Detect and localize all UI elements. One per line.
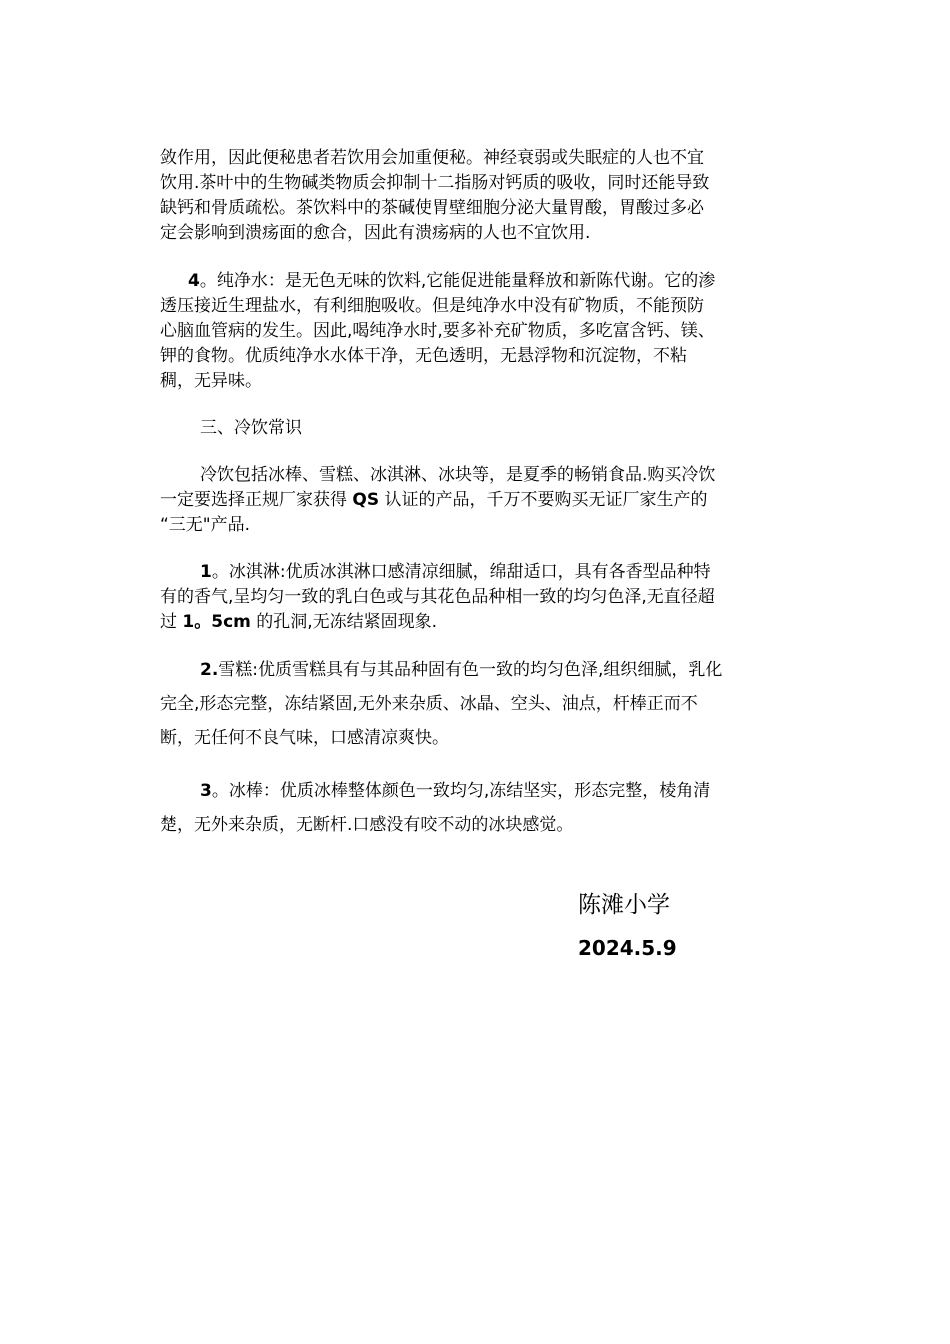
heading-cold-drinks: 三、冷饮常识 bbox=[200, 418, 302, 438]
text-line bbox=[160, 653, 800, 687]
text-line: 有的香气,呈均匀一致的乳白色或与其花色品种相一致的均匀色泽,无直径超 bbox=[160, 587, 715, 607]
text-line: 定会影响到溃疡面的愈合，因此有溃疡病的人也不宜饮用. bbox=[160, 223, 591, 243]
qs-mark: QS bbox=[352, 490, 380, 510]
text-segment: 认证的产品，千万不要购买无证厂家生产的 bbox=[379, 490, 708, 510]
text-line: 楚，无外来杂质，无断杆.口感没有咬不动的冰块感觉。 bbox=[160, 815, 574, 835]
paragraph-cold-drinks-intro bbox=[160, 463, 800, 538]
item-text: 雪糕:优质雪糕具有与其品种固有色一致的均匀色泽,组织细腻，乳化 bbox=[218, 660, 723, 680]
text-line bbox=[160, 488, 800, 513]
paragraph-tea-side-effects bbox=[160, 146, 800, 246]
text-segment: 的孔洞,无冻结紧固现象. bbox=[250, 612, 438, 632]
text-line: 透压接近生理盐水，有利细胞吸收。但是纯净水中没有矿物质，不能预防 bbox=[160, 296, 704, 316]
item-text: 。冰棒：优质冰棒整体颜色一致均匀,冻结坚实，形态完整，棱角清 bbox=[211, 781, 711, 801]
text-line bbox=[160, 560, 800, 585]
text-segment: 一定要选择正规厂家获得 bbox=[160, 490, 353, 510]
text-line bbox=[160, 269, 800, 294]
item-number: 4 bbox=[188, 271, 200, 291]
text-line: 钾的食物。优质纯净水水体干净，无色透明，无悬浮物和沉淀物，不粘 bbox=[160, 346, 687, 366]
signature-date: 2024.5.9 bbox=[578, 936, 677, 960]
text-line: “三无"产品. bbox=[160, 515, 251, 535]
item-text: 。冰淇淋:优质冰淇淋口感清凉细腻，绵甜适口，具有各香型品种特 bbox=[211, 562, 711, 582]
text-line: 断，无任何不良气味，口感清凉爽快。 bbox=[160, 728, 449, 748]
text-line: 冷饮包括冰棒、雪糕、冰淇淋、冰块等，是夏季的畅销食品.购买冷饮 bbox=[200, 465, 716, 485]
text-line: 稠，无异味。 bbox=[160, 371, 262, 391]
signature-school-name: 陈滩小学 bbox=[578, 892, 670, 918]
item-number: 2. bbox=[200, 660, 219, 680]
paragraph-ice-cream-bar bbox=[160, 653, 800, 755]
hole-size: 1。5cm bbox=[182, 612, 251, 632]
text-line: 敛作用，因此便秘患者若饮用会加重便秘。神经衰弱或失眠症的人也不宜 bbox=[160, 148, 704, 168]
text-line: 缺钙和骨质疏松。茶饮料中的茶碱使胃壁细胞分泌大量胃酸，胃酸过多必 bbox=[160, 198, 704, 218]
section-heading bbox=[160, 416, 800, 441]
paragraph-ice-cream bbox=[160, 560, 800, 635]
item-text: 。纯净水：是无色无味的饮料,它能促进能量释放和新陈代谢。它的渗 bbox=[199, 271, 716, 291]
text-line bbox=[160, 774, 800, 808]
paragraph-pure-water bbox=[160, 269, 800, 394]
item-number: 3 bbox=[200, 781, 212, 801]
text-line bbox=[160, 610, 800, 635]
item-number: 1 bbox=[200, 562, 212, 582]
text-line: 饮用.茶叶中的生物碱类物质会抑制十二指肠对钙质的吸收，同时还能导致 bbox=[160, 173, 710, 193]
text-line: 完全,形态完整，冻结紧固,无外来杂质、冰晶、空头、油点，杆棒正而不 bbox=[160, 694, 698, 714]
text-line: 心脑血管病的发生。因此,喝纯净水时,要多补充矿物质，多吃富含钙、镁、 bbox=[160, 321, 715, 341]
text-segment: 过 bbox=[160, 612, 183, 632]
paragraph-popsicle bbox=[160, 774, 800, 842]
